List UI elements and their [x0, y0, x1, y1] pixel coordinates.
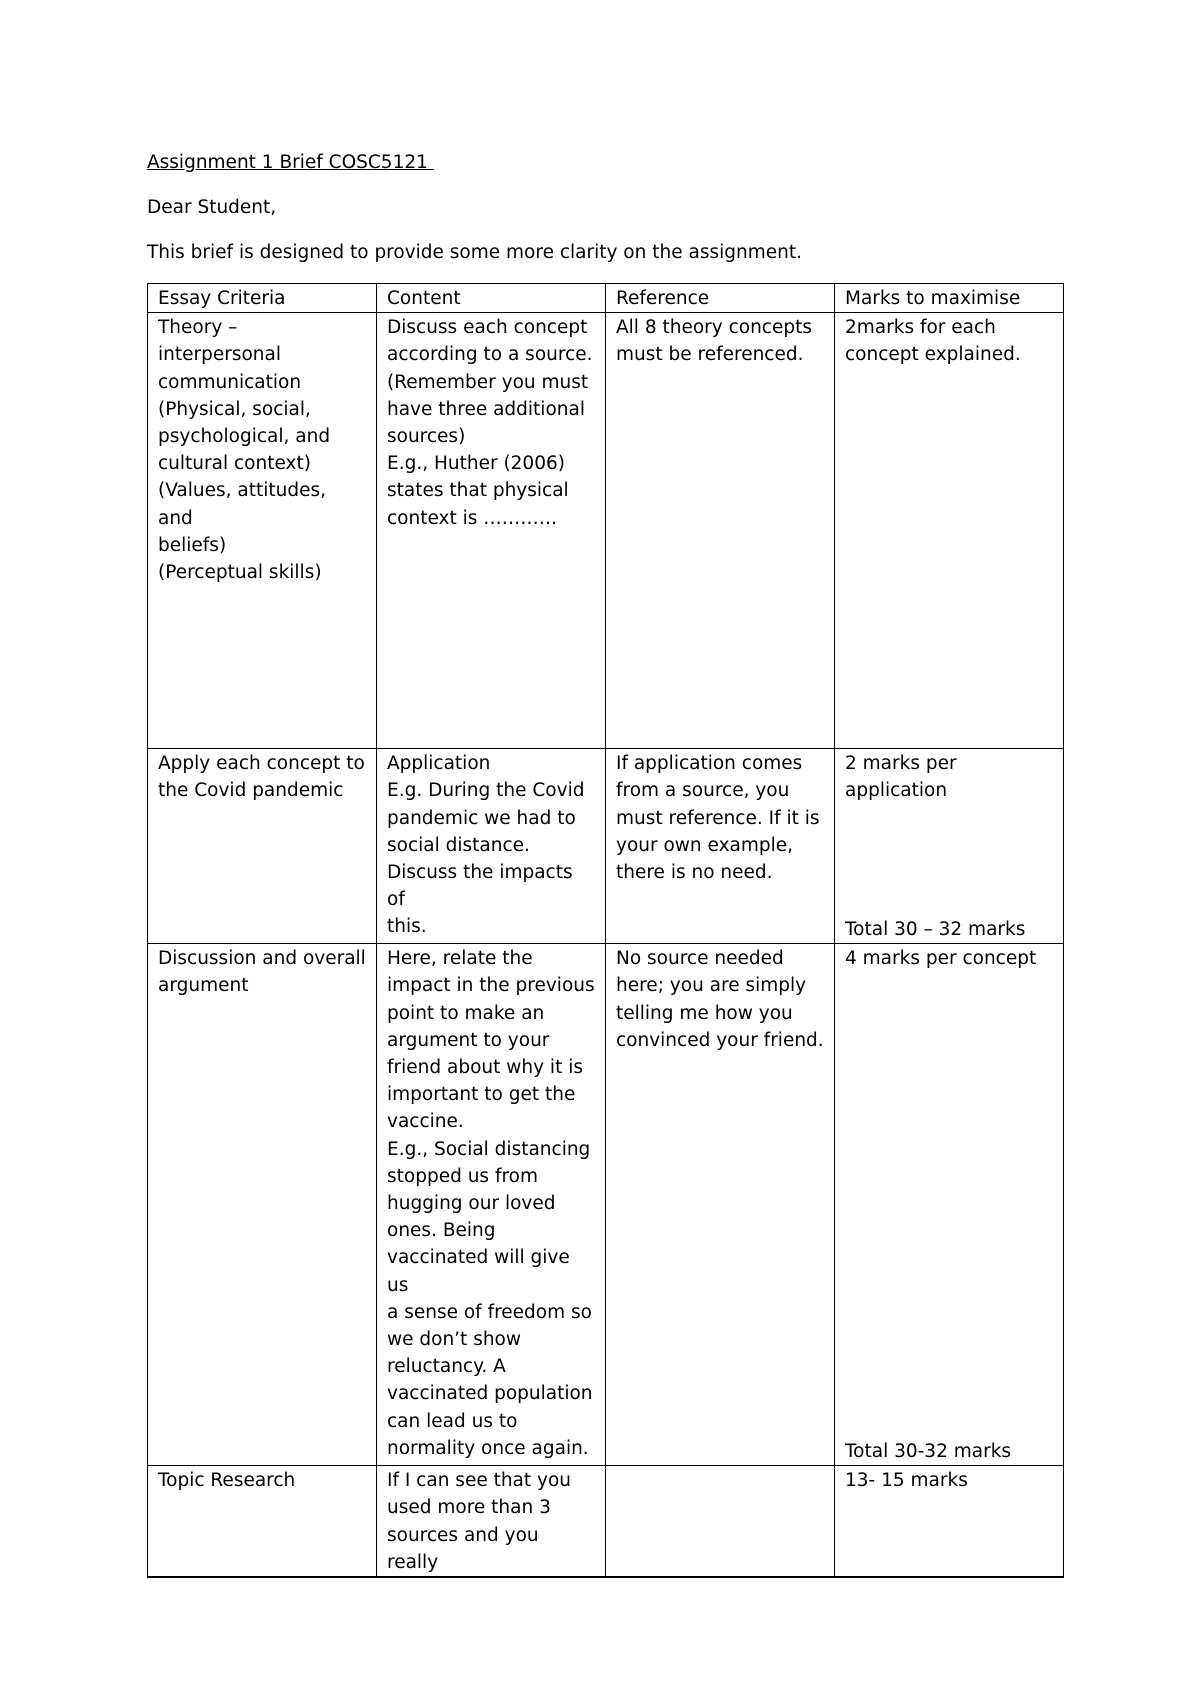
cell-line: used more than 3 — [387, 1497, 551, 1519]
cell-line: pandemic we had to — [387, 807, 576, 829]
cell-line: there is no need. — [616, 862, 773, 884]
cell-line: have three additional — [387, 398, 585, 420]
cell-line: psychological, and — [158, 426, 331, 448]
cell-line: E.g., Social distancing — [387, 1138, 591, 1160]
reference-cell — [606, 749, 835, 944]
table-row — [148, 944, 1064, 1466]
cell-line: according to a source. — [387, 344, 593, 366]
table-row — [148, 749, 1064, 944]
cell-line: argument to your — [387, 1029, 550, 1051]
cell-line: must reference. If it is — [616, 807, 820, 829]
cell-line: concept explained. — [845, 344, 1021, 366]
cell-line: If application comes — [616, 753, 803, 775]
cell-line: vaccinated population — [387, 1383, 593, 1405]
intro-paragraph: This brief is designed to provide some more clarity on the assignment. — [147, 242, 802, 263]
cell-line: vaccinated will give us — [387, 1247, 570, 1296]
marks-lines — [845, 945, 1053, 972]
table-row — [148, 1466, 1064, 1577]
cell-line: convinced your friend. — [616, 1029, 824, 1051]
cell-line: If I can see that you — [387, 1470, 572, 1492]
cell-line: sources) — [387, 426, 466, 448]
content-cell — [377, 313, 606, 749]
cell-line: Application — [387, 753, 491, 775]
cell-line: Discussion and overall — [158, 948, 366, 970]
cell-line: communication — [158, 371, 302, 393]
marks-total: Total 30 – 32 marks — [845, 919, 1026, 940]
cell-line: the Covid pandemic — [158, 780, 344, 802]
marks-cell — [835, 749, 1064, 944]
marks-total: Total 30-32 marks — [845, 1441, 1012, 1462]
criteria-table — [147, 283, 1064, 1578]
marks-cell — [835, 1466, 1064, 1577]
criteria-cell — [148, 1466, 377, 1577]
cell-line: No source needed — [616, 948, 784, 970]
cell-line: application — [845, 780, 948, 802]
reference-cell — [606, 313, 835, 749]
header-content: Content — [377, 284, 606, 313]
cell-line: important to get the — [387, 1084, 576, 1106]
content-cell — [377, 944, 606, 1466]
cell-line: hugging our loved — [387, 1193, 556, 1215]
cell-line: Discuss the impacts of — [387, 862, 573, 911]
cell-line: ones. Being — [387, 1220, 496, 1242]
marks-lines — [845, 750, 1053, 804]
cell-line: friend about why it is — [387, 1057, 583, 1079]
cell-line: can lead us to — [387, 1410, 518, 1432]
cell-line: 13- 15 marks — [845, 1470, 968, 1492]
cell-line: (Physical, social, — [158, 398, 311, 420]
cell-line: argument — [158, 975, 249, 997]
cell-line: E.g. During the Covid — [387, 780, 585, 802]
header-essay-criteria: Essay Criteria — [148, 284, 377, 313]
cell-line: social distance. — [387, 834, 530, 856]
cell-line: this. — [387, 916, 427, 938]
cell-line: vaccine. — [387, 1111, 464, 1133]
cell-line: a sense of freedom so — [387, 1301, 592, 1323]
cell-line: Here, relate the — [387, 948, 533, 970]
cell-line: must be referenced. — [616, 344, 804, 366]
cell-line: All 8 theory concepts — [616, 317, 812, 339]
document-title: Assignment 1 Brief COSC5121 — [147, 152, 434, 173]
cell-line: (Values, attitudes, and — [158, 480, 327, 529]
cell-line: beliefs) — [158, 534, 227, 556]
salutation: Dear Student, — [147, 197, 277, 218]
marks-cell — [835, 944, 1064, 1466]
cell-line: Discuss each concept — [387, 317, 588, 339]
criteria-cell — [148, 313, 377, 749]
criteria-cell — [148, 749, 377, 944]
cell-line: Apply each concept to — [158, 753, 365, 775]
cell-line: your own example, — [616, 834, 794, 856]
marks-cell — [835, 313, 1064, 749]
cell-line: Topic Research — [158, 1470, 296, 1492]
cell-line: telling me how you — [616, 1002, 793, 1024]
content-cell — [377, 749, 606, 944]
cell-line: (Remember you must — [387, 371, 589, 393]
content-cell — [377, 1466, 606, 1577]
cell-line: 2 marks per — [845, 753, 957, 775]
header-marks: Marks to maximise — [835, 284, 1064, 313]
cell-line: from a source, you — [616, 780, 790, 802]
cell-line: sources and you really — [387, 1524, 539, 1573]
cell-line: states that physical — [387, 480, 569, 502]
table-header-row — [148, 284, 1064, 313]
cell-line: cultural context) — [158, 453, 311, 475]
cell-line: normality once again. — [387, 1437, 589, 1459]
cell-line: E.g., Huther (2006) — [387, 453, 565, 475]
header-reference: Reference — [606, 284, 835, 313]
reference-cell — [606, 944, 835, 1466]
cell-line: here; you are simply — [616, 975, 807, 997]
cell-line: we don’t show — [387, 1329, 522, 1351]
cell-line: impact in the previous — [387, 975, 595, 997]
cell-line: stopped us from — [387, 1165, 538, 1187]
cell-line: (Perceptual skills) — [158, 562, 322, 584]
cell-line: 2marks for each — [845, 317, 996, 339]
cell-line: reluctancy. A — [387, 1356, 506, 1378]
cell-line: 4 marks per concept — [845, 948, 1037, 970]
reference-cell — [606, 1466, 835, 1577]
cell-line: point to make an — [387, 1002, 545, 1024]
table-row — [148, 313, 1064, 749]
cell-line: Theory – interpersonal — [158, 317, 281, 366]
cell-line: context is ………… — [387, 507, 558, 529]
criteria-cell — [148, 944, 377, 1466]
